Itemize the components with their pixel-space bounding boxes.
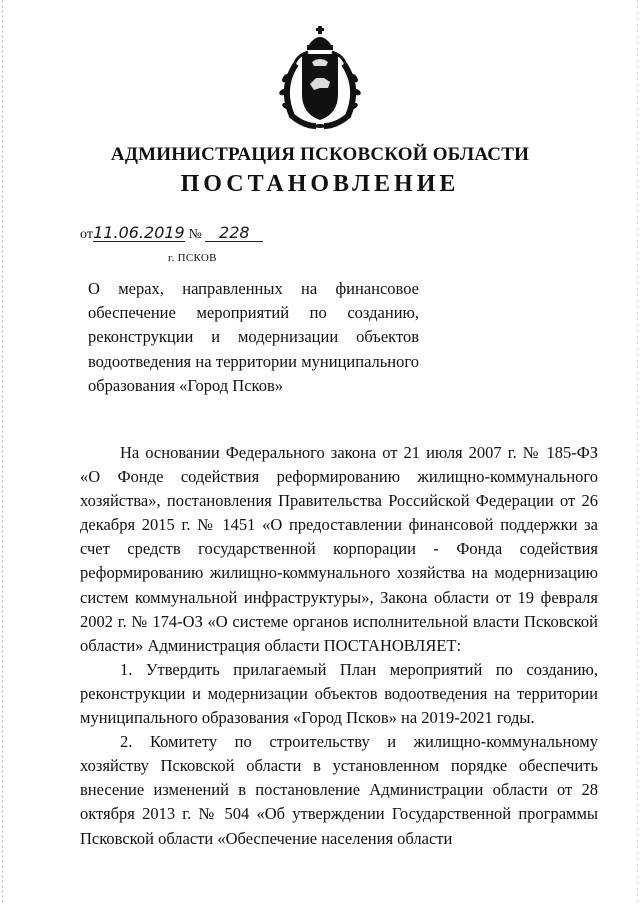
handwritten-date: 11.06.2019: [93, 223, 185, 242]
preamble-paragraph: На основании Федерального закона от 21 июля 2007 г. № 185-ФЗ «О Фонде содействия реформированию жилищно-коммунального хозяйства», постановления Правительства Российской Федерации от 26 декабря 2015 г. № 1451 «О предоставлении финансовой поддержки за счет средств государственной корпорации - Фонда содействия реформированию жилищно-коммунального хозяйства на модернизацию систем коммунальной инфраструктуры», Закона области от 19 февраля 2002 г. № 174-ОЗ «О системе органов исполнительной власти Псковской области» Администрация области ПОСТАНОВЛЯЕТ:: [80, 443, 598, 655]
coat-of-arms-icon: [272, 26, 368, 130]
date-prefix: от: [80, 227, 93, 242]
number-prefix: №: [188, 227, 202, 242]
item-2-paragraph: 2. Комитету по строительству и жилищно-коммунальному хозяйству Псковской области в установленном порядке обеспечить внесение изменений в постановление Администрации области от 28 октября 2013 г. № 504 «Об утверждении Государственной программы Псковской области «Обеспечение населения области: [80, 732, 598, 848]
handwritten-number: 228: [205, 224, 263, 242]
item-1-paragraph: 1. Утвердить прилагаемый План мероприятий по созданию, реконструкции и модернизации объектов водоотведения на территории муниципального образования «Город Псков» на 2019-2021 годы.: [80, 659, 598, 728]
document-body: [80, 441, 598, 851]
organization-title: АДМИНИСТРАЦИЯ ПСКОВСКОЙ ОБЛАСТИ: [110, 144, 530, 165]
city-label: г. ПСКОВ: [168, 252, 217, 264]
document-subject: О мерах, направленных на финансовое обеспечение мероприятий по созданию, реконструкции и модернизации объектов водоотведения на территории муниципального образования «Город Псков»: [88, 279, 419, 395]
document-type-heading: ПОСТАНОВЛЕНИЕ: [180, 171, 460, 197]
date-number-line: [80, 224, 263, 243]
scan-edge-right: [637, 0, 638, 905]
scan-edge-left: [2, 0, 3, 905]
